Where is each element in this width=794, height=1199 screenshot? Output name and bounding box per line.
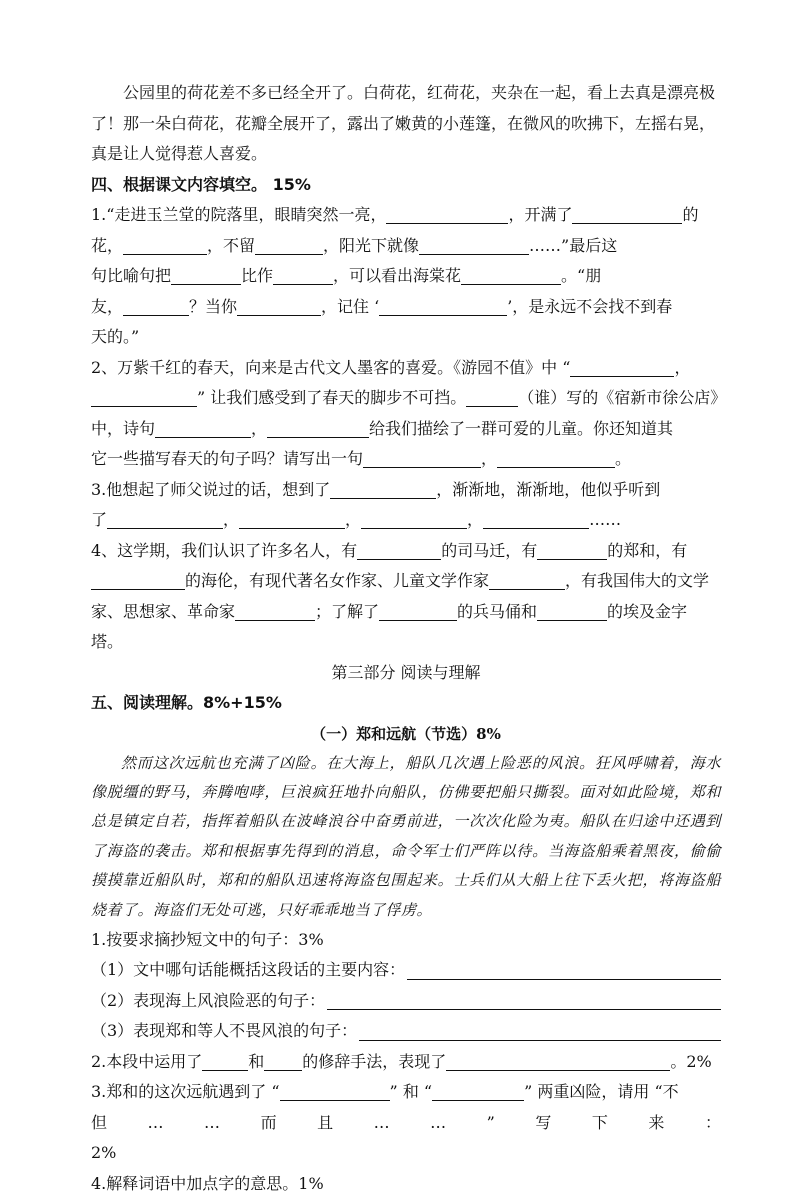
blank[interactable] [171,267,241,285]
blank[interactable] [264,1053,302,1071]
blank[interactable] [91,572,185,590]
s4-q1-line3: 句比喻句把 比作 ，可以看出海棠花 。“朋 [91,266,602,285]
blank[interactable] [379,298,507,316]
blank[interactable] [419,237,529,255]
blank[interactable] [386,206,508,224]
s5-q3-line2: 但 … … 而 且 … … ” 写 下 来 ： [91,1112,721,1132]
s4-q4-line1: 4、这学期，我们认识了许多名人，有 的司马迁，有 的郑和，有 [91,540,688,560]
s5-q4-title: 4.解释词语中加点字的意思。1% [91,1173,324,1193]
blank[interactable] [239,511,345,529]
blank[interactable] [155,420,251,438]
blank[interactable] [379,603,457,621]
intro-paragraph: 公园里的荷花差不多已经全开了。白荷花，红荷花，夹杂在一起，看上去真是漂亮极了！那一朵白荷花，花瓣全展开了，露出了嫩黄的小莲篷，在微风的吹拂下，左摇右晃，真是让人觉得惹人喜爱。 [91,83,716,163]
s4-q2-line2: ” 让我们感受到了春天的脚步不可挡。 （谁）写的《宿新市徐公店》 [91,383,721,414]
blank[interactable] [446,1053,670,1071]
s4-q3-line2: 了 ， ， ， …… [91,510,622,529]
section4-heading: 四、根据课文内容填空。 15% [91,174,311,194]
blank[interactable] [357,542,441,560]
blank[interactable] [255,237,323,255]
s4-q1-line4: 友， ？当你 ，记住 ‘ ’，是永远不会找不到春 [91,296,673,316]
blank[interactable] [461,267,561,285]
blank[interactable] [432,1083,524,1101]
s4-q1-line5: 天的。” [91,327,140,346]
blank[interactable] [123,298,189,316]
blank[interactable] [267,420,369,438]
story-title: （一）郑和远航（节选）8% [311,724,501,743]
blank[interactable] [570,359,674,377]
blank[interactable] [91,389,197,407]
s4-q2-line3: 中，诗句 ， 给我们描绘了一群可爱的儿童。你还知道其 [91,418,674,438]
blank[interactable] [123,237,207,255]
blank[interactable] [483,511,589,529]
blank[interactable] [489,572,565,590]
blank[interactable] [537,542,607,560]
exam-page [91,78,727,1199]
answer-line[interactable] [407,962,721,980]
blank[interactable] [280,1083,390,1101]
blank[interactable] [330,481,436,499]
answer-line[interactable] [327,992,721,1010]
blank[interactable] [237,298,321,316]
blank[interactable] [363,450,481,468]
s4-q4-line3: 家、思想家、革命家 ；了解了 的兵马俑和 的埃及金字 [91,601,688,621]
s4-q4-line2: 的海伦，有现代著名女作家、儿童文学作家 ，有我国伟大的文学 [91,566,721,597]
blank[interactable] [537,603,607,621]
s5-q3-line1: 3.郑和的这次远航遇到了 “ ” 和 “ ” 两重凶险，请用 “不 [91,1082,679,1102]
story-text: 然而这次远航也充满了凶险。在大海上，船队几次遇上险恶的风浪。狂风呼啸着，海水像脱缰的野马，奔腾咆哮，巨浪疯狂地扑向船队，仿佛要把船只撕裂。面对如此险境，郑和总是镇定自若，指挥着船队在波峰浪谷中奋勇前进，一次次化险为夷。船队在归途中还遇到了海盗的袭击。郑和根据事先得到的消息，命令军士们严阵以待。当海盗船乘着黑夜，偷偷摸摸靠近船队时，郑和的船队迅速将海盗包围起来。士兵们从大船上往下丢火把，将海盗船烧着了。海盗们无处可逃，只好乖乖地当了俘虏。 [91,753,721,919]
blank[interactable] [235,603,315,621]
blank[interactable] [466,389,518,407]
answer-line[interactable] [359,1023,721,1041]
s4-q1-line1: 1.“走进玉兰堂的院落里，眼睛突然一亮， ，开满了 的 [91,205,699,224]
s5-q1-item1: （1）文中哪句话能概括这段话的主要内容： [91,955,721,986]
blank[interactable] [497,450,615,468]
blank[interactable] [107,511,223,529]
blank[interactable] [572,206,682,224]
s4-q2-line4: 它一些描写春天的句子吗？请写出一句 ， 。 [91,449,632,468]
s5-q2: 2.本段中运用了 和 的修辞手法，表现了 。2% [91,1051,712,1071]
part3-title: 第三部分 阅读与理解 [331,662,481,682]
s4-q2-line1: 2、万紫千红的春天，向来是古代文人墨客的喜爱。《游园不值》中 “ ， [91,357,691,377]
section5-heading: 五、阅读理解。8%+15% [91,693,282,712]
s4-q1-line2: 花， ，不留 ，阳光下就像 ……”最后这 [91,235,618,255]
blank[interactable] [202,1053,248,1071]
s5-q1-item3: （3）表现郑和等人不畏风浪的句子： [91,1016,721,1047]
s4-q4-line4: 塔。 [91,632,124,651]
s5-q1-item2: （2）表现海上风浪险恶的句子： [91,986,721,1017]
s4-q3-line1: 3.他想起了师父说过的话，想到了 ，渐渐地，渐渐地，他似乎听到 [91,479,661,499]
blank[interactable] [273,267,333,285]
s5-q1-title: 1.按要求摘抄短文中的句子：3% [91,929,324,949]
blank[interactable] [361,511,467,529]
s5-q3-line3: 2% [91,1143,117,1163]
